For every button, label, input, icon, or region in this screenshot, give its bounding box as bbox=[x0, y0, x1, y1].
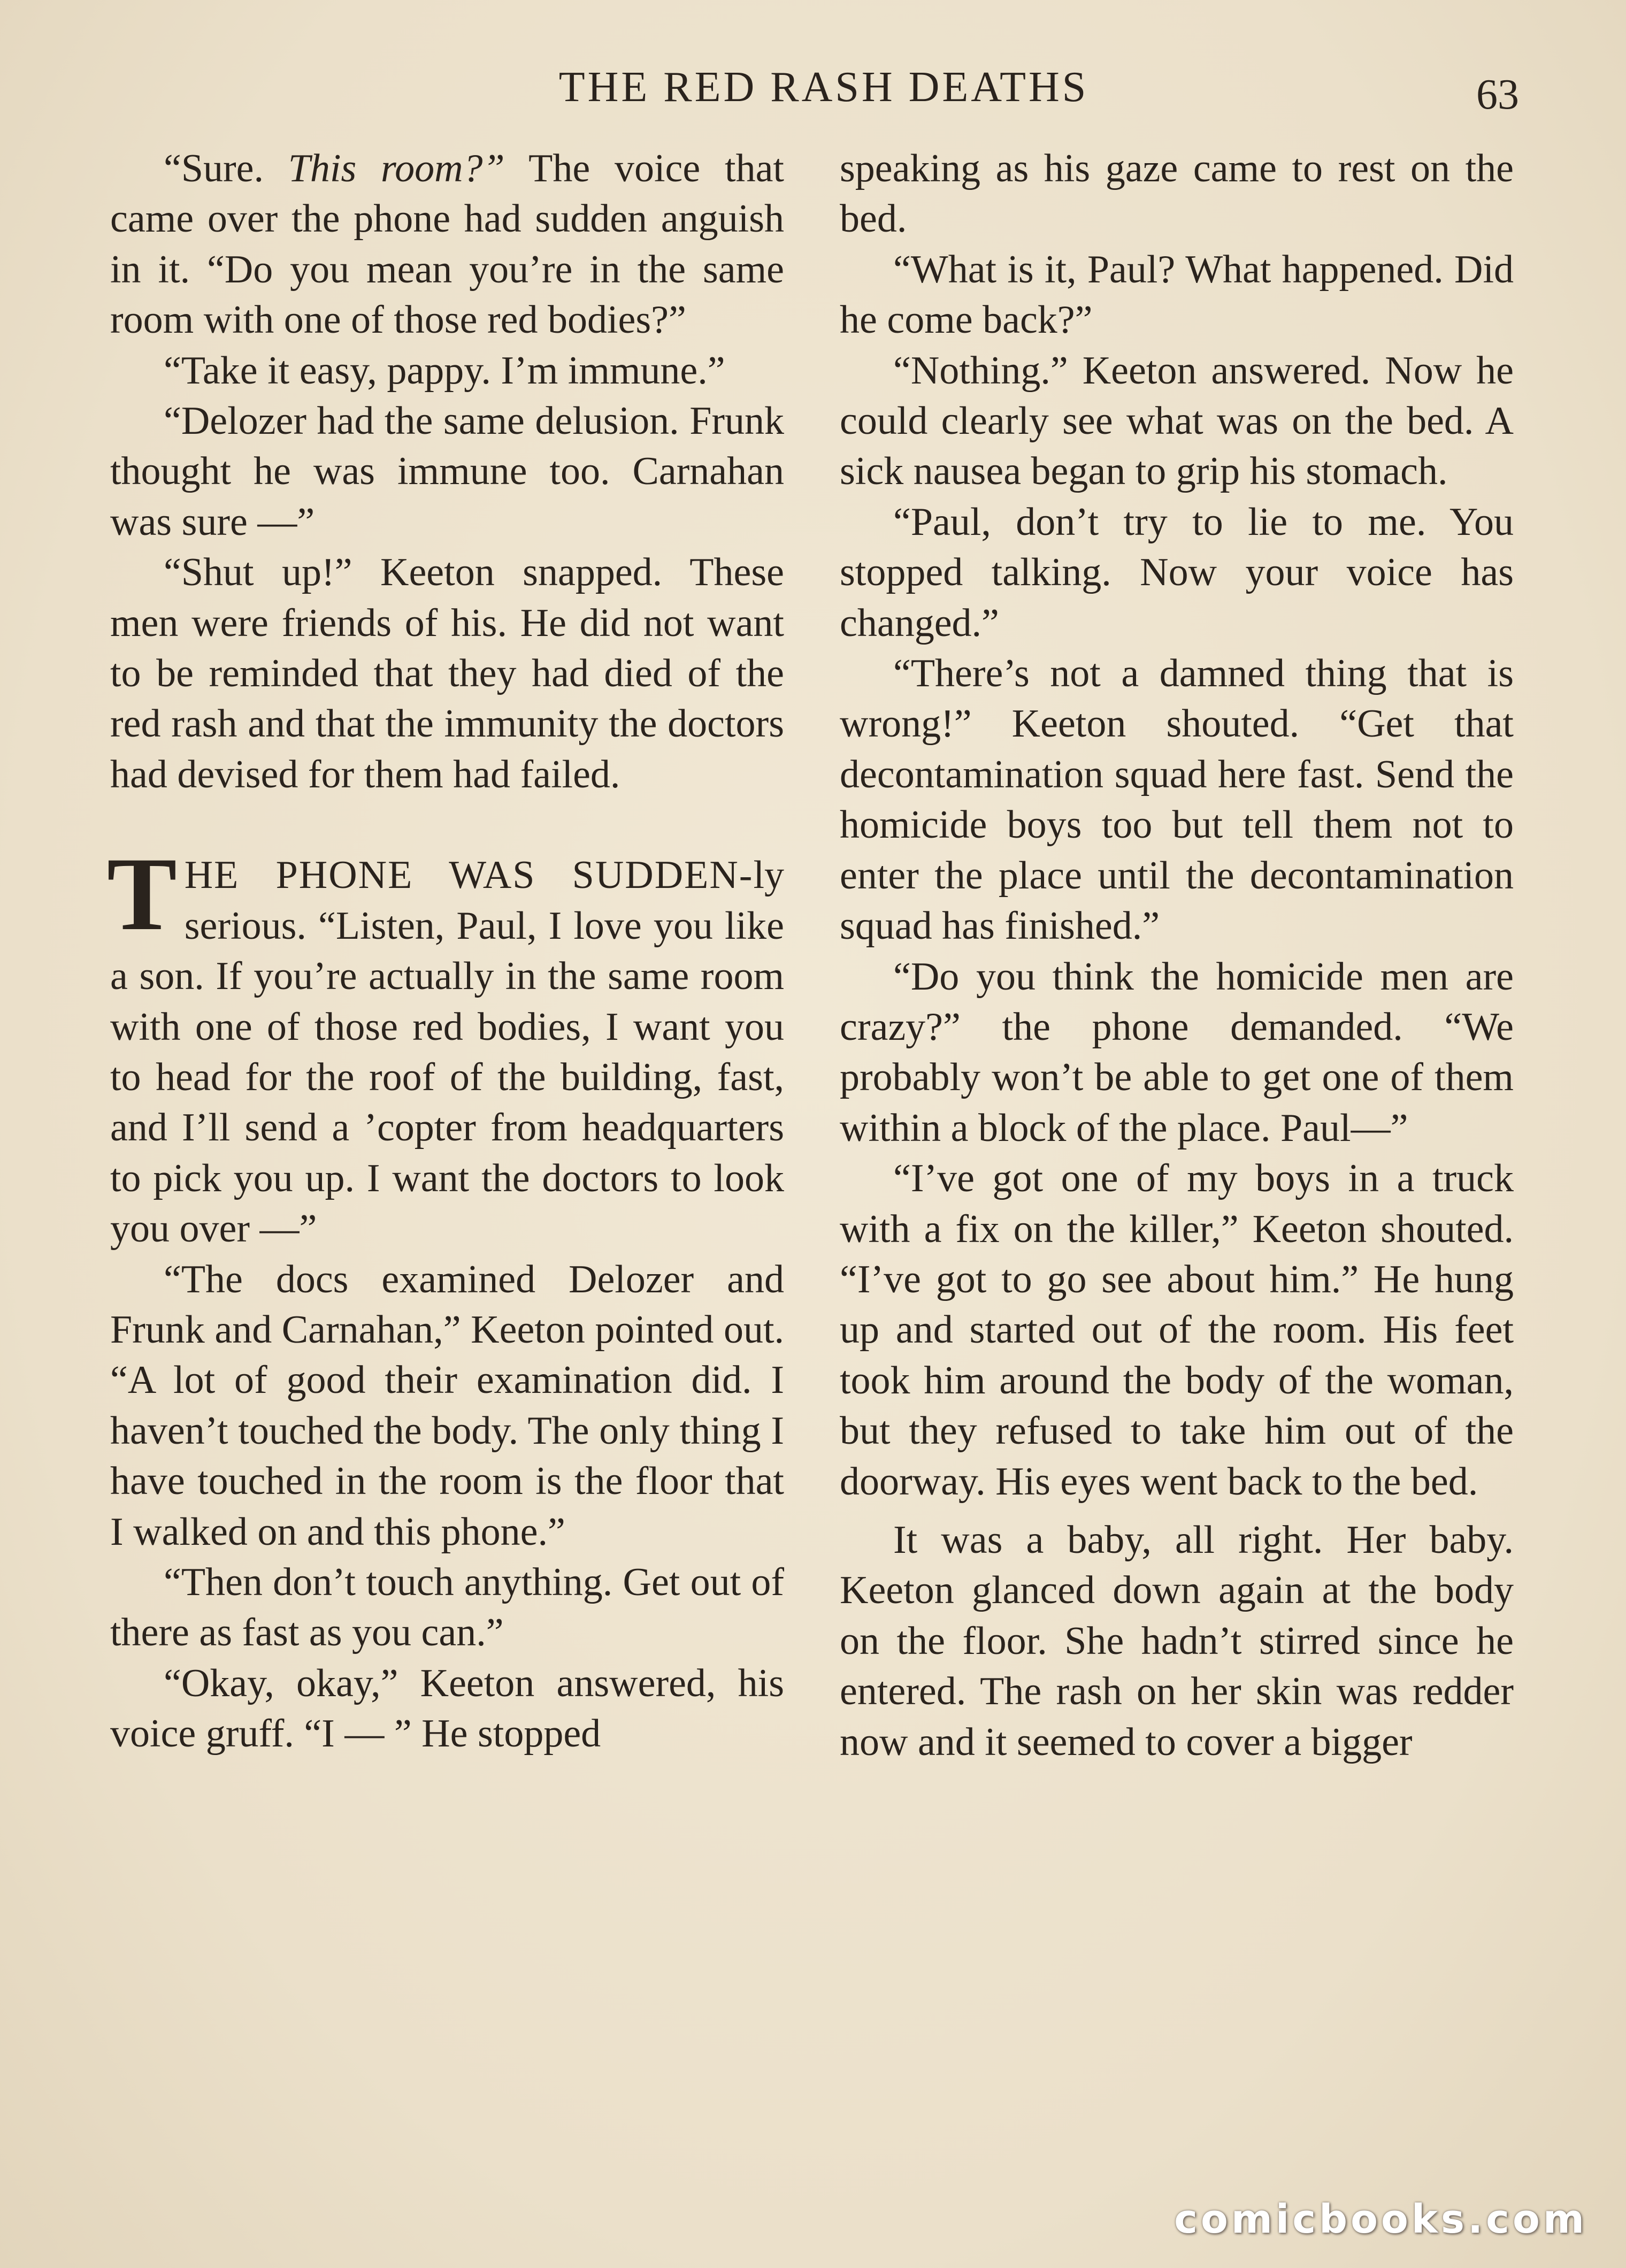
paragraph: “Do you think the homicide men are crazy?” the phone demanded. “We probably won’t be able to get one of them within a block of the place. Paul—” bbox=[840, 954, 1514, 1150]
paragraph bbox=[110, 143, 784, 346]
paragraph: “What is it, Paul? What happened. Did he come back?” bbox=[840, 247, 1514, 342]
paragraph-text: “Sure. bbox=[164, 147, 288, 190]
paragraph: “Then don’t touch anything. Get out of there as fast as you can.” bbox=[110, 1560, 784, 1655]
paragraph: “Shut up!” Keeton snapped. These men were friends of his. He did not want to be reminded that they had died of the red rash and that the immunity the doctors had devised for them had failed. bbox=[110, 550, 784, 796]
running-title: THE RED RASH DEATHS bbox=[558, 64, 1089, 111]
site-watermark: comicbooks.com bbox=[1174, 2196, 1587, 2242]
left-column bbox=[107, 143, 784, 1759]
paragraph: “Delozer had the same delusion. Frunk thought he was immune too. Carnahan was sure —” bbox=[110, 399, 784, 544]
paragraph: “Okay, okay,” Keeton answered, his voice gruff. “I — ” He stopped bbox=[110, 1661, 784, 1756]
paragraph: “Take it easy, pappy. I’m immune.” bbox=[164, 348, 725, 393]
page-number: 63 bbox=[1476, 71, 1519, 118]
section-opening-paragraph bbox=[107, 836, 784, 1254]
section-lead-in: HE PHONE WAS SUDDEN- bbox=[184, 853, 754, 898]
paragraph: “Paul, don’t try to lie to me. You stopped talking. Now your voice has changed.” bbox=[840, 500, 1514, 645]
paragraph-text: The voice that came over the phone had sudden anguish in it. “Do you mean you’re in the same room with one of those red bodies?” bbox=[110, 147, 784, 342]
drop-cap: T bbox=[107, 836, 177, 953]
paragraph-text: ly serious. “Listen, Paul, I love you like a son. If you’re actually in the same room with one of those red bodies, I want you to head for the roof of the building, fast, and I’ll send a ’copter from headquarters to pick you up. I want the doctors to look you over —” bbox=[110, 853, 784, 1251]
continued-paragraph: speaking as his gaze came to rest on the bed. bbox=[840, 147, 1514, 241]
paragraph: “The docs examined Delozer and Frunk and Carnahan,” Keeton pointed out. “A lot of good their examination did. I haven’t touched the body. The only thing I have touched in the room is the floor that I walked on and this phone.” bbox=[110, 1257, 784, 1554]
paragraph: “There’s not a damned thing that is wrong!” Keeton shouted. “Get that decontamination squad here fast. Send the homicide boys too but tell them not to enter the place until the decontamination squad has finished.” bbox=[840, 652, 1514, 948]
paragraph: “Nothing.” Keeton answered. Now he could clearly see what was on the bed. A sick nausea began to grip his stomach. bbox=[840, 348, 1514, 494]
right-column bbox=[840, 143, 1514, 1767]
paragraph: It was a baby, all right. Her baby. Keeton glanced down again at the body on the floor. She hadn’t stirred since he entered. The rash on her skin was redder now and it seemed to cover a bigger bbox=[840, 1518, 1514, 1764]
italic-text: This room?” bbox=[288, 147, 505, 190]
paragraph: “I’ve got one of my boys in a truck with a fix on the killer,” Keeton shouted. “I’ve got to go see about him.” He hung up and started out of the room. His feet took him around the body of the woman, but they refused to take him out of the doorway. His eyes went back to the bed. bbox=[840, 1156, 1514, 1504]
